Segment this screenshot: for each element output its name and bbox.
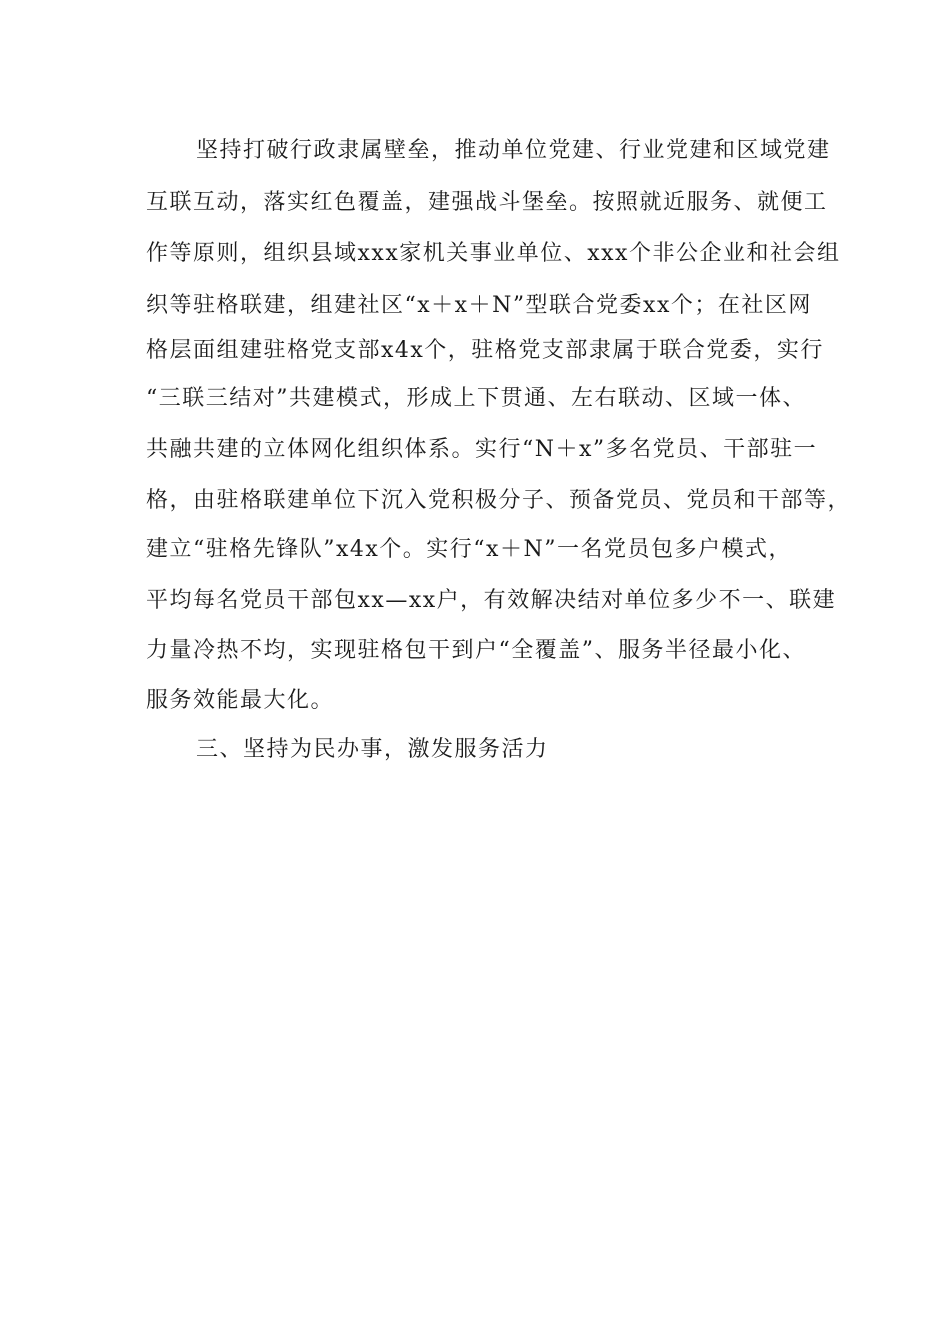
paragraph-line: 格层面组建驻格党支部x4x个，驻格党支部隶属于联合党委，实行 [146,338,824,363]
paragraph-line: 建立“驻格先锋队”x4x个。实行“x＋N”一名党员包多户模式， [146,537,792,562]
paragraph-line: 织等驻格联建，组建社区“x＋x＋N”型联合党委xx个；在社区网 [146,293,812,318]
paragraph-line: “三联三结对”共建模式，形成上下贯通、左右联动、区域一体、 [146,386,806,411]
section-heading: 三、坚持为民办事，激发服务活力 [196,737,549,762]
paragraph-line: 服务效能最大化。 [146,688,335,713]
paragraph-line: 平均每名党员干部包xx—xx户，有效解决结对单位多少不一、联建 [146,588,837,613]
paragraph-line: 力量冷热不均，实现驻格包干到户“全覆盖”、服务半径最小化、 [146,638,806,663]
paragraph-line: 坚持打破行政隶属壁垒，推动单位党建、行业党建和区域党建 [196,138,831,163]
paragraph-line: 共融共建的立体网化组织体系。实行“N＋x”多名党员、干部驻一 [146,437,818,462]
paragraph-line: 作等原则，组织县域xxx家机关事业单位、xxx个非公企业和社会组 [146,241,841,266]
paragraph-line: 格，由驻格联建单位下沉入党积极分子、预备党员、党员和干部等， [146,488,852,513]
paragraph-line: 互联互动，落实红色覆盖，建强战斗堡垒。按照就近服务、就便工 [146,190,828,215]
